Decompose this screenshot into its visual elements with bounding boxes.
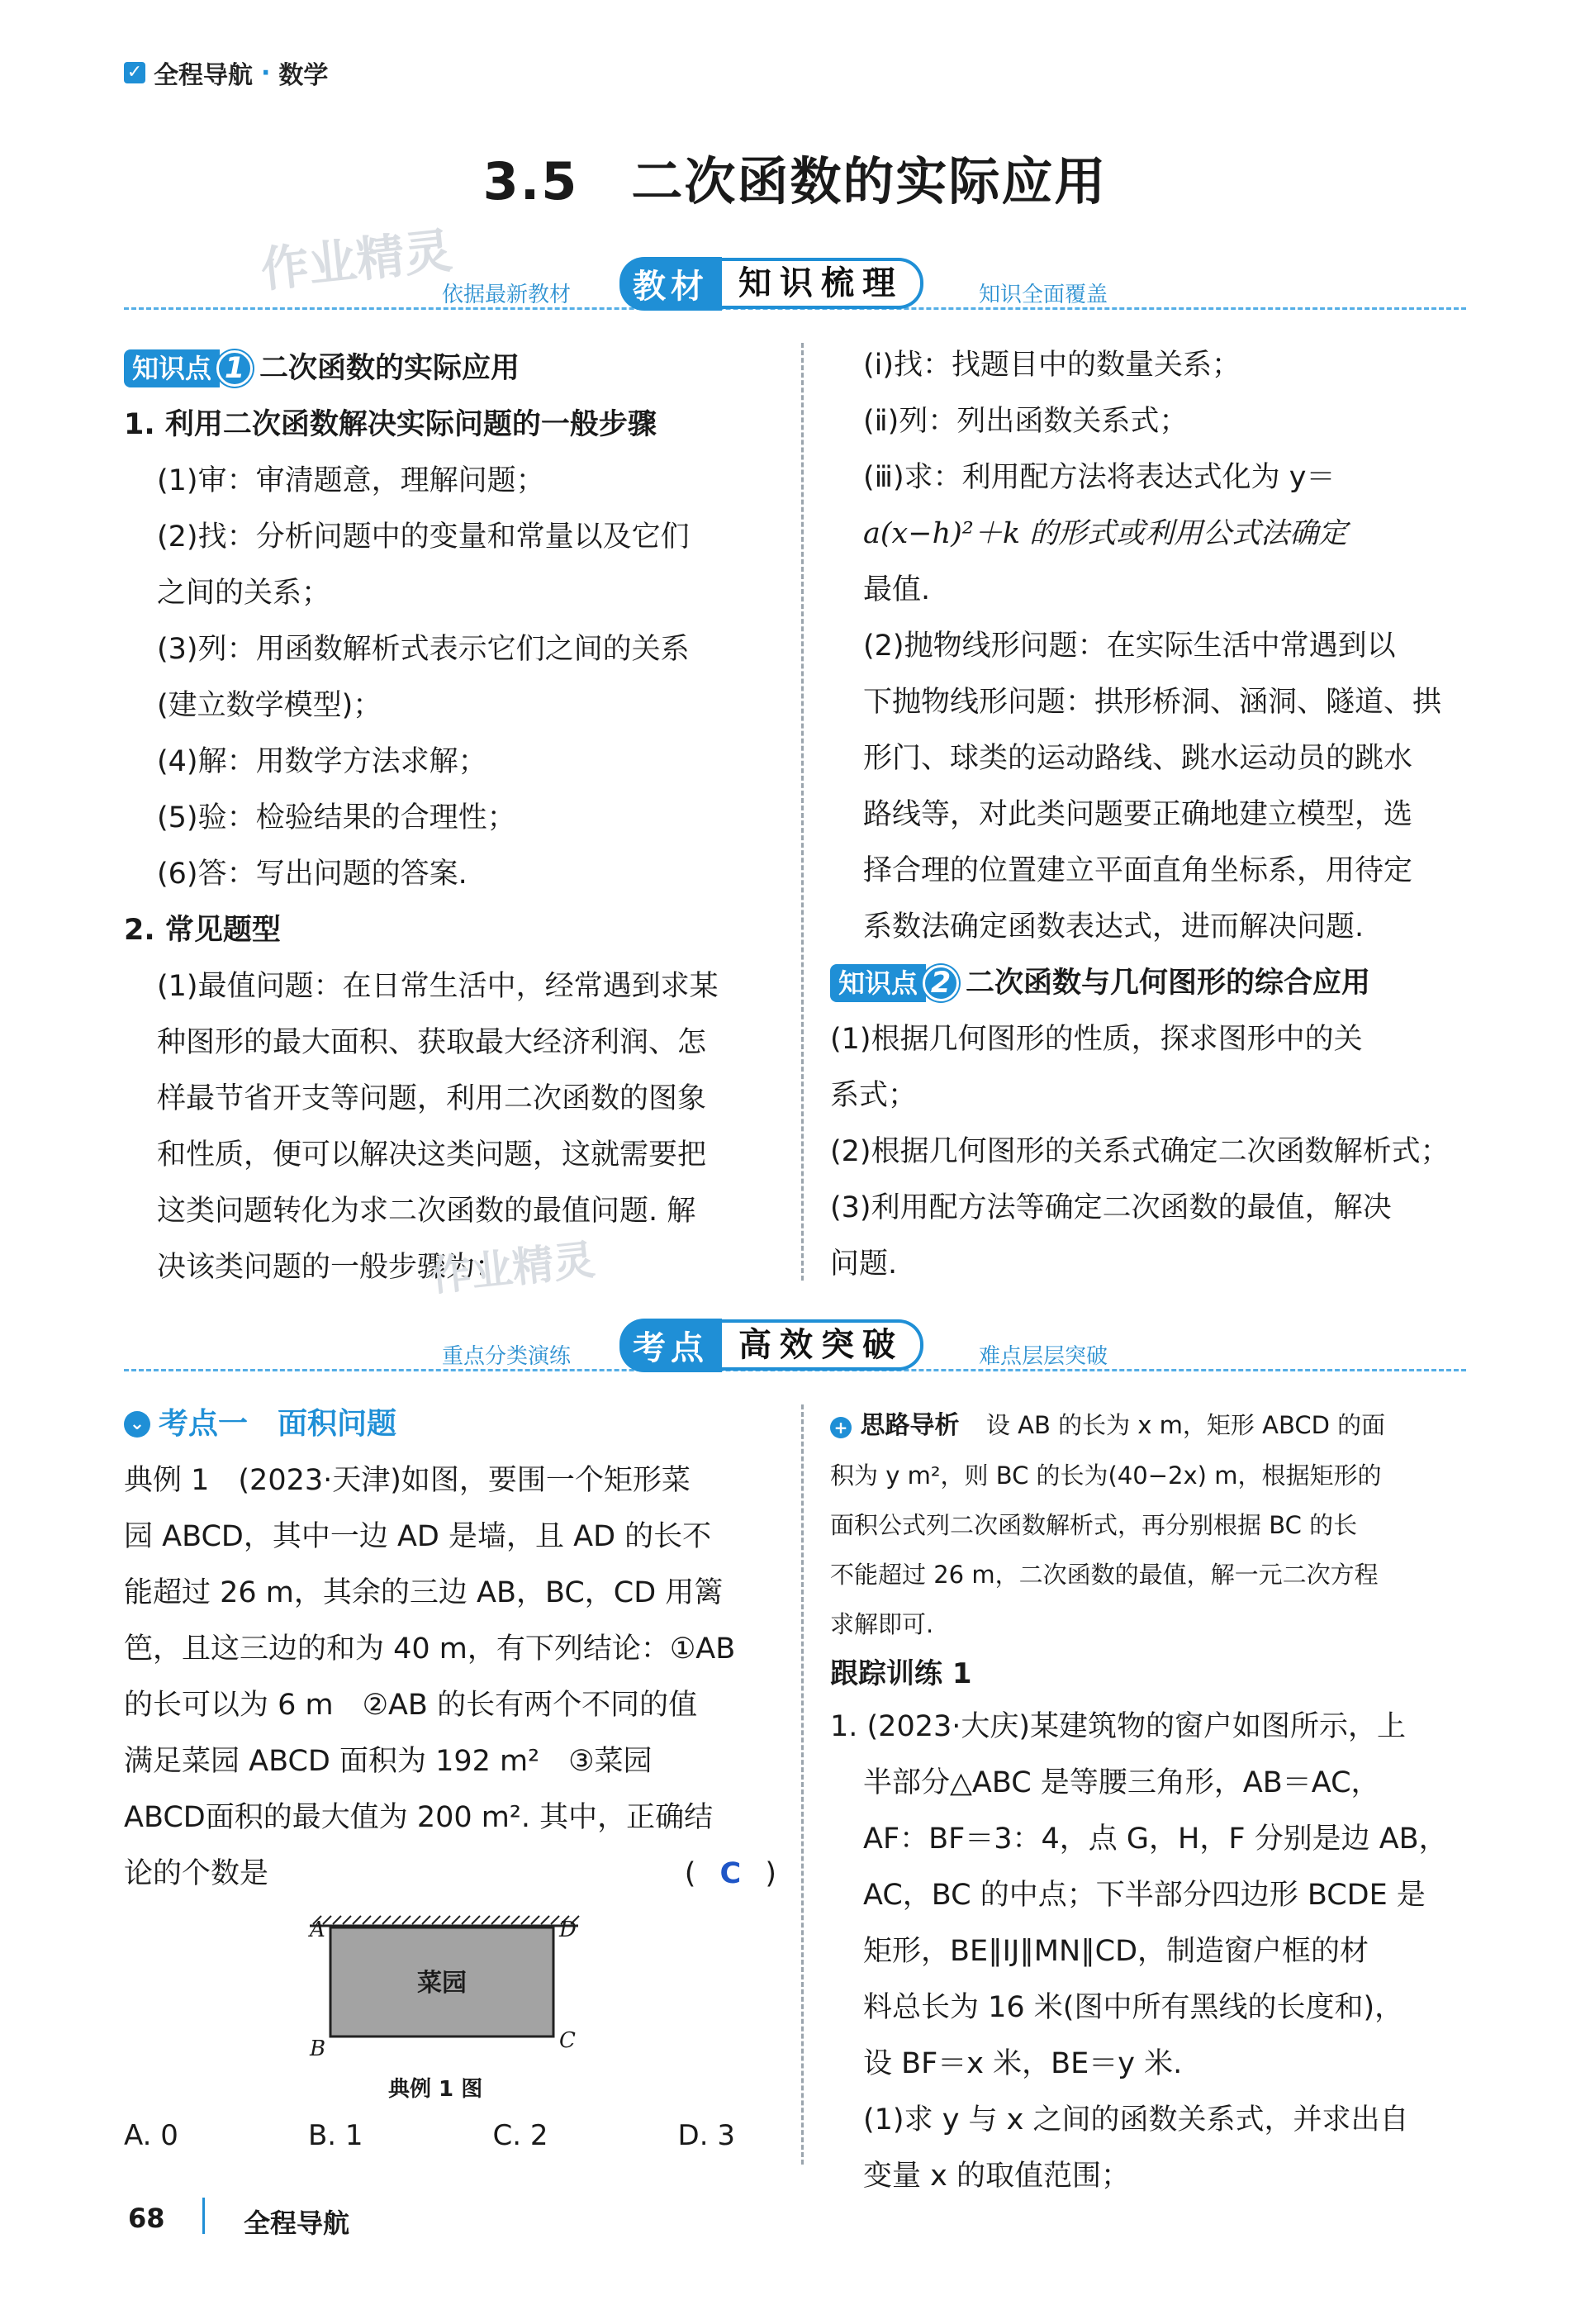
guide-title: 思路导析 bbox=[860, 1411, 960, 1440]
parabola-line-6: 系数法确定函数表达式，进而解决问题. bbox=[863, 910, 1365, 943]
example-line-6: 满足菜园 ABCD 面积为 192 m² ③菜园 bbox=[124, 1745, 653, 1778]
footer-divider bbox=[202, 2198, 205, 2234]
right-column-guide bbox=[830, 1400, 1474, 2204]
geo-line-3: (2)根据几何图形的关系式确定二次函数解析式； bbox=[830, 1135, 1450, 1168]
step-1: (1)审：审清题意，理解问题； bbox=[157, 464, 545, 497]
step-5: (5)验：检验结果的合理性； bbox=[157, 801, 516, 834]
watermark-2: 作业精灵 bbox=[427, 1235, 597, 1301]
banner2-pill bbox=[619, 1319, 923, 1371]
answer-bracket bbox=[685, 1846, 776, 1902]
banner-right-note: 知识全面覆盖 bbox=[979, 283, 1108, 307]
example-line-4: 笆，且这三边的和为 40 m，有下列结论：①AB bbox=[124, 1633, 736, 1666]
sub-step-iii-end: 最值. bbox=[863, 573, 931, 606]
section-title-text: 考点一 面积问题 bbox=[159, 1407, 397, 1441]
type-line-1: (1)最值问题：在日常生活中，经常遇到求某 bbox=[157, 970, 719, 1003]
example-line-2: 园 ABCD，其中一边 AD 是墙，且 AD 的长不 bbox=[124, 1520, 712, 1553]
track-line-9: 变量 x 的取值范围； bbox=[863, 2160, 1130, 2193]
column-divider bbox=[801, 343, 804, 1281]
sub-step-ii: (ⅱ)列：列出函数关系式； bbox=[863, 405, 1189, 438]
left-column-knowledge bbox=[124, 340, 776, 1295]
step-2a: (2)找：分析问题中的变量和常量以及它们 bbox=[157, 520, 690, 554]
step-2b: 之间的关系； bbox=[157, 577, 331, 610]
header-brand bbox=[124, 55, 328, 91]
step-3b: (建立数学模型)； bbox=[157, 689, 382, 722]
banner-left-note: 依据最新教材 bbox=[442, 283, 572, 307]
example-line-1: 典例 1 (2023·天津)如图，要围一个矩形菜 bbox=[124, 1464, 691, 1497]
guide-line-4: 不能超过 26 m，二次函数的最值，解一元二次方程 bbox=[830, 1561, 1379, 1589]
banner-knowledge bbox=[0, 248, 1590, 330]
sub-step-i: (ⅰ)找：找题目中的数量关系； bbox=[863, 349, 1241, 382]
section-title bbox=[124, 1396, 776, 1452]
parabola-line-2: 下抛物线形问题：拱形桥洞、涵洞、隧道、拱 bbox=[863, 686, 1442, 719]
banner2-left-note: 重点分类演练 bbox=[442, 1344, 572, 1369]
vertex-D: D bbox=[559, 1918, 577, 1942]
type-line-4: 和性质，便可以解决这类问题，这就需要把 bbox=[157, 1138, 707, 1172]
geo-line-5: 问题. bbox=[830, 1248, 898, 1281]
kp2-number: 2 bbox=[923, 965, 959, 1001]
kp-title: 二次函数的实际应用 bbox=[259, 352, 520, 385]
example-line-8-row bbox=[124, 1846, 776, 1902]
type-line-6: 决该类问题的一般步骤为： bbox=[157, 1251, 505, 1284]
page-number: 68 bbox=[128, 2203, 165, 2234]
track-line-3: AF：BF＝3：4，点 G，H，F 分别是边 AB， bbox=[863, 1823, 1448, 1856]
guide-line-2: 积为 y m²，则 BC 的长为(40−2x) m，根据矩形的 bbox=[830, 1461, 1382, 1490]
track-line-2: 半部分△ABC 是等腰三角形，AB＝AC， bbox=[863, 1766, 1380, 1799]
vertex-A: A bbox=[310, 1918, 325, 1942]
heading-steps: 1. 利用二次函数解决实际问题的一般步骤 bbox=[124, 408, 657, 441]
header-dot: · bbox=[261, 58, 271, 88]
step-3a: (3)列：用函数解析式表示它们之间的关系 bbox=[157, 633, 690, 666]
kp2-title: 二次函数与几何图形的综合应用 bbox=[966, 967, 1371, 1000]
header-brand-name: 全程导航 bbox=[154, 61, 253, 90]
step-6: (6)答：写出问题的答案. bbox=[157, 858, 468, 891]
step-4: (4)解：用数学方法求解； bbox=[157, 745, 487, 778]
heading-types: 2. 常见题型 bbox=[124, 914, 281, 947]
example-line-8: 论的个数是 bbox=[124, 1857, 269, 1890]
vertex-C: C bbox=[559, 2028, 576, 2053]
example-line-7: ABCD面积的最大值为 200 m². 其中，正确结 bbox=[124, 1801, 714, 1834]
banner2-tag: 考点 bbox=[619, 1319, 722, 1372]
parabola-line-1: (2)抛物线形问题：在实际生活中常遇到以 bbox=[863, 630, 1396, 663]
track-title: 跟踪训练 1 bbox=[830, 1657, 972, 1690]
vertex-B: B bbox=[310, 2036, 326, 2061]
guide-title-group bbox=[830, 1411, 968, 1440]
choice-d: D. 3 bbox=[677, 2119, 735, 2152]
knowledge-point-2 bbox=[830, 955, 1370, 1011]
type-line-5: 这类问题转化为求二次函数的最值问题. 解 bbox=[157, 1195, 696, 1228]
geo-line-4: (3)利用配方法等确定二次函数的最值，解决 bbox=[830, 1191, 1392, 1224]
banner2-text: 高效突破 bbox=[722, 1319, 923, 1371]
parabola-line-3: 形门、球类的运动路线、跳水运动员的跳水 bbox=[863, 742, 1413, 775]
choice-a: A. 0 bbox=[124, 2119, 178, 2152]
track-line-1: 1. (2023·大庆)某建筑物的窗户如图所示，上 bbox=[830, 1710, 1407, 1743]
choice-c: C. 2 bbox=[492, 2119, 548, 2152]
guide-line-3: 面积公式列二次函数解析式，再分别根据 BC 的长 bbox=[830, 1511, 1358, 1539]
figure-caption: 典例 1 图 bbox=[388, 2077, 483, 2102]
banner-tag: 教材 bbox=[619, 257, 722, 311]
formula-line: a(x−h)²＋k 的形式或利用公式法确定 bbox=[863, 517, 1348, 550]
track-line-7: 设 BF＝x 米，BE＝y 米. bbox=[863, 2047, 1183, 2080]
column-divider-2 bbox=[801, 1404, 804, 2165]
example-line-3: 能超过 26 m，其余的三边 AB，BC，CD 用篱 bbox=[124, 1576, 724, 1609]
kp2-tag: 知识点 bbox=[830, 964, 926, 1002]
choices-row bbox=[124, 2119, 735, 2152]
choice-b: B. 1 bbox=[307, 2119, 363, 2152]
watermark: 作业精灵 bbox=[258, 222, 455, 298]
banner-exam-points bbox=[0, 1309, 1590, 1392]
type-line-3: 样最节省开支等问题，利用二次函数的图象 bbox=[157, 1082, 707, 1115]
geo-line-1: (1)根据几何图形的性质，探求图形中的关 bbox=[830, 1023, 1363, 1056]
parabola-line-5: 择合理的位置建立平面直角坐标系，用待定 bbox=[863, 854, 1413, 887]
track-line-4: AC，BC 的中点；下半部分四边形 BCDE 是 bbox=[863, 1879, 1426, 1912]
track-line-8: (1)求 y 与 x 之间的函数关系式，并求出自 bbox=[863, 2103, 1409, 2136]
guide-line-5: 求解即可. bbox=[830, 1610, 934, 1638]
header-subject: 数学 bbox=[278, 61, 329, 90]
answer-value: C bbox=[719, 1857, 742, 1890]
right-column-knowledge bbox=[830, 337, 1474, 1292]
left-column-example bbox=[124, 1396, 776, 1902]
banner2-right-note: 难点层层突破 bbox=[979, 1344, 1108, 1369]
sub-step-iii: (ⅲ)求：利用配方法将表达式化为 y＝ bbox=[863, 461, 1336, 494]
knowledge-point-1 bbox=[124, 340, 520, 397]
answer-open: ( bbox=[684, 1857, 696, 1890]
answer-close: ) bbox=[765, 1857, 776, 1890]
banner-pill bbox=[619, 258, 923, 309]
parabola-line-4: 路线等，对此类问题要正确地建立模型，选 bbox=[863, 798, 1413, 831]
track-line-6: 料总长为 16 米(图中所有黑线的长度和)， bbox=[863, 1991, 1404, 2024]
example-line-5: 的长可以为 6 m ②AB 的长有两个不同的值 bbox=[124, 1689, 698, 1722]
check-icon: ✓ bbox=[124, 62, 145, 83]
footer-brand: 全程导航 bbox=[244, 2208, 350, 2239]
page-title: 3.5 二次函数的实际应用 bbox=[482, 151, 1108, 211]
track-line-5: 矩形，BE∥IJ∥MN∥CD，制造窗户框的材 bbox=[863, 1935, 1369, 1968]
banner-text: 知识梳理 bbox=[722, 258, 923, 309]
garden-label: 菜园 bbox=[417, 1969, 467, 1998]
guide-line-1: 设 AB 的长为 x m，矩形 ABCD 的面 bbox=[985, 1411, 1386, 1439]
chevron-down-icon: ⌄ bbox=[124, 1411, 150, 1438]
guide-line-1-row bbox=[830, 1400, 1474, 1451]
geo-line-2: 系式； bbox=[830, 1079, 918, 1112]
type-line-2: 种图形的最大面积、获取最大经济利润、怎 bbox=[157, 1026, 707, 1059]
example-figure bbox=[310, 1913, 591, 2061]
kp-number: 1 bbox=[216, 350, 253, 387]
kp-tag: 知识点 bbox=[124, 349, 220, 387]
plus-icon: + bbox=[830, 1417, 852, 1438]
